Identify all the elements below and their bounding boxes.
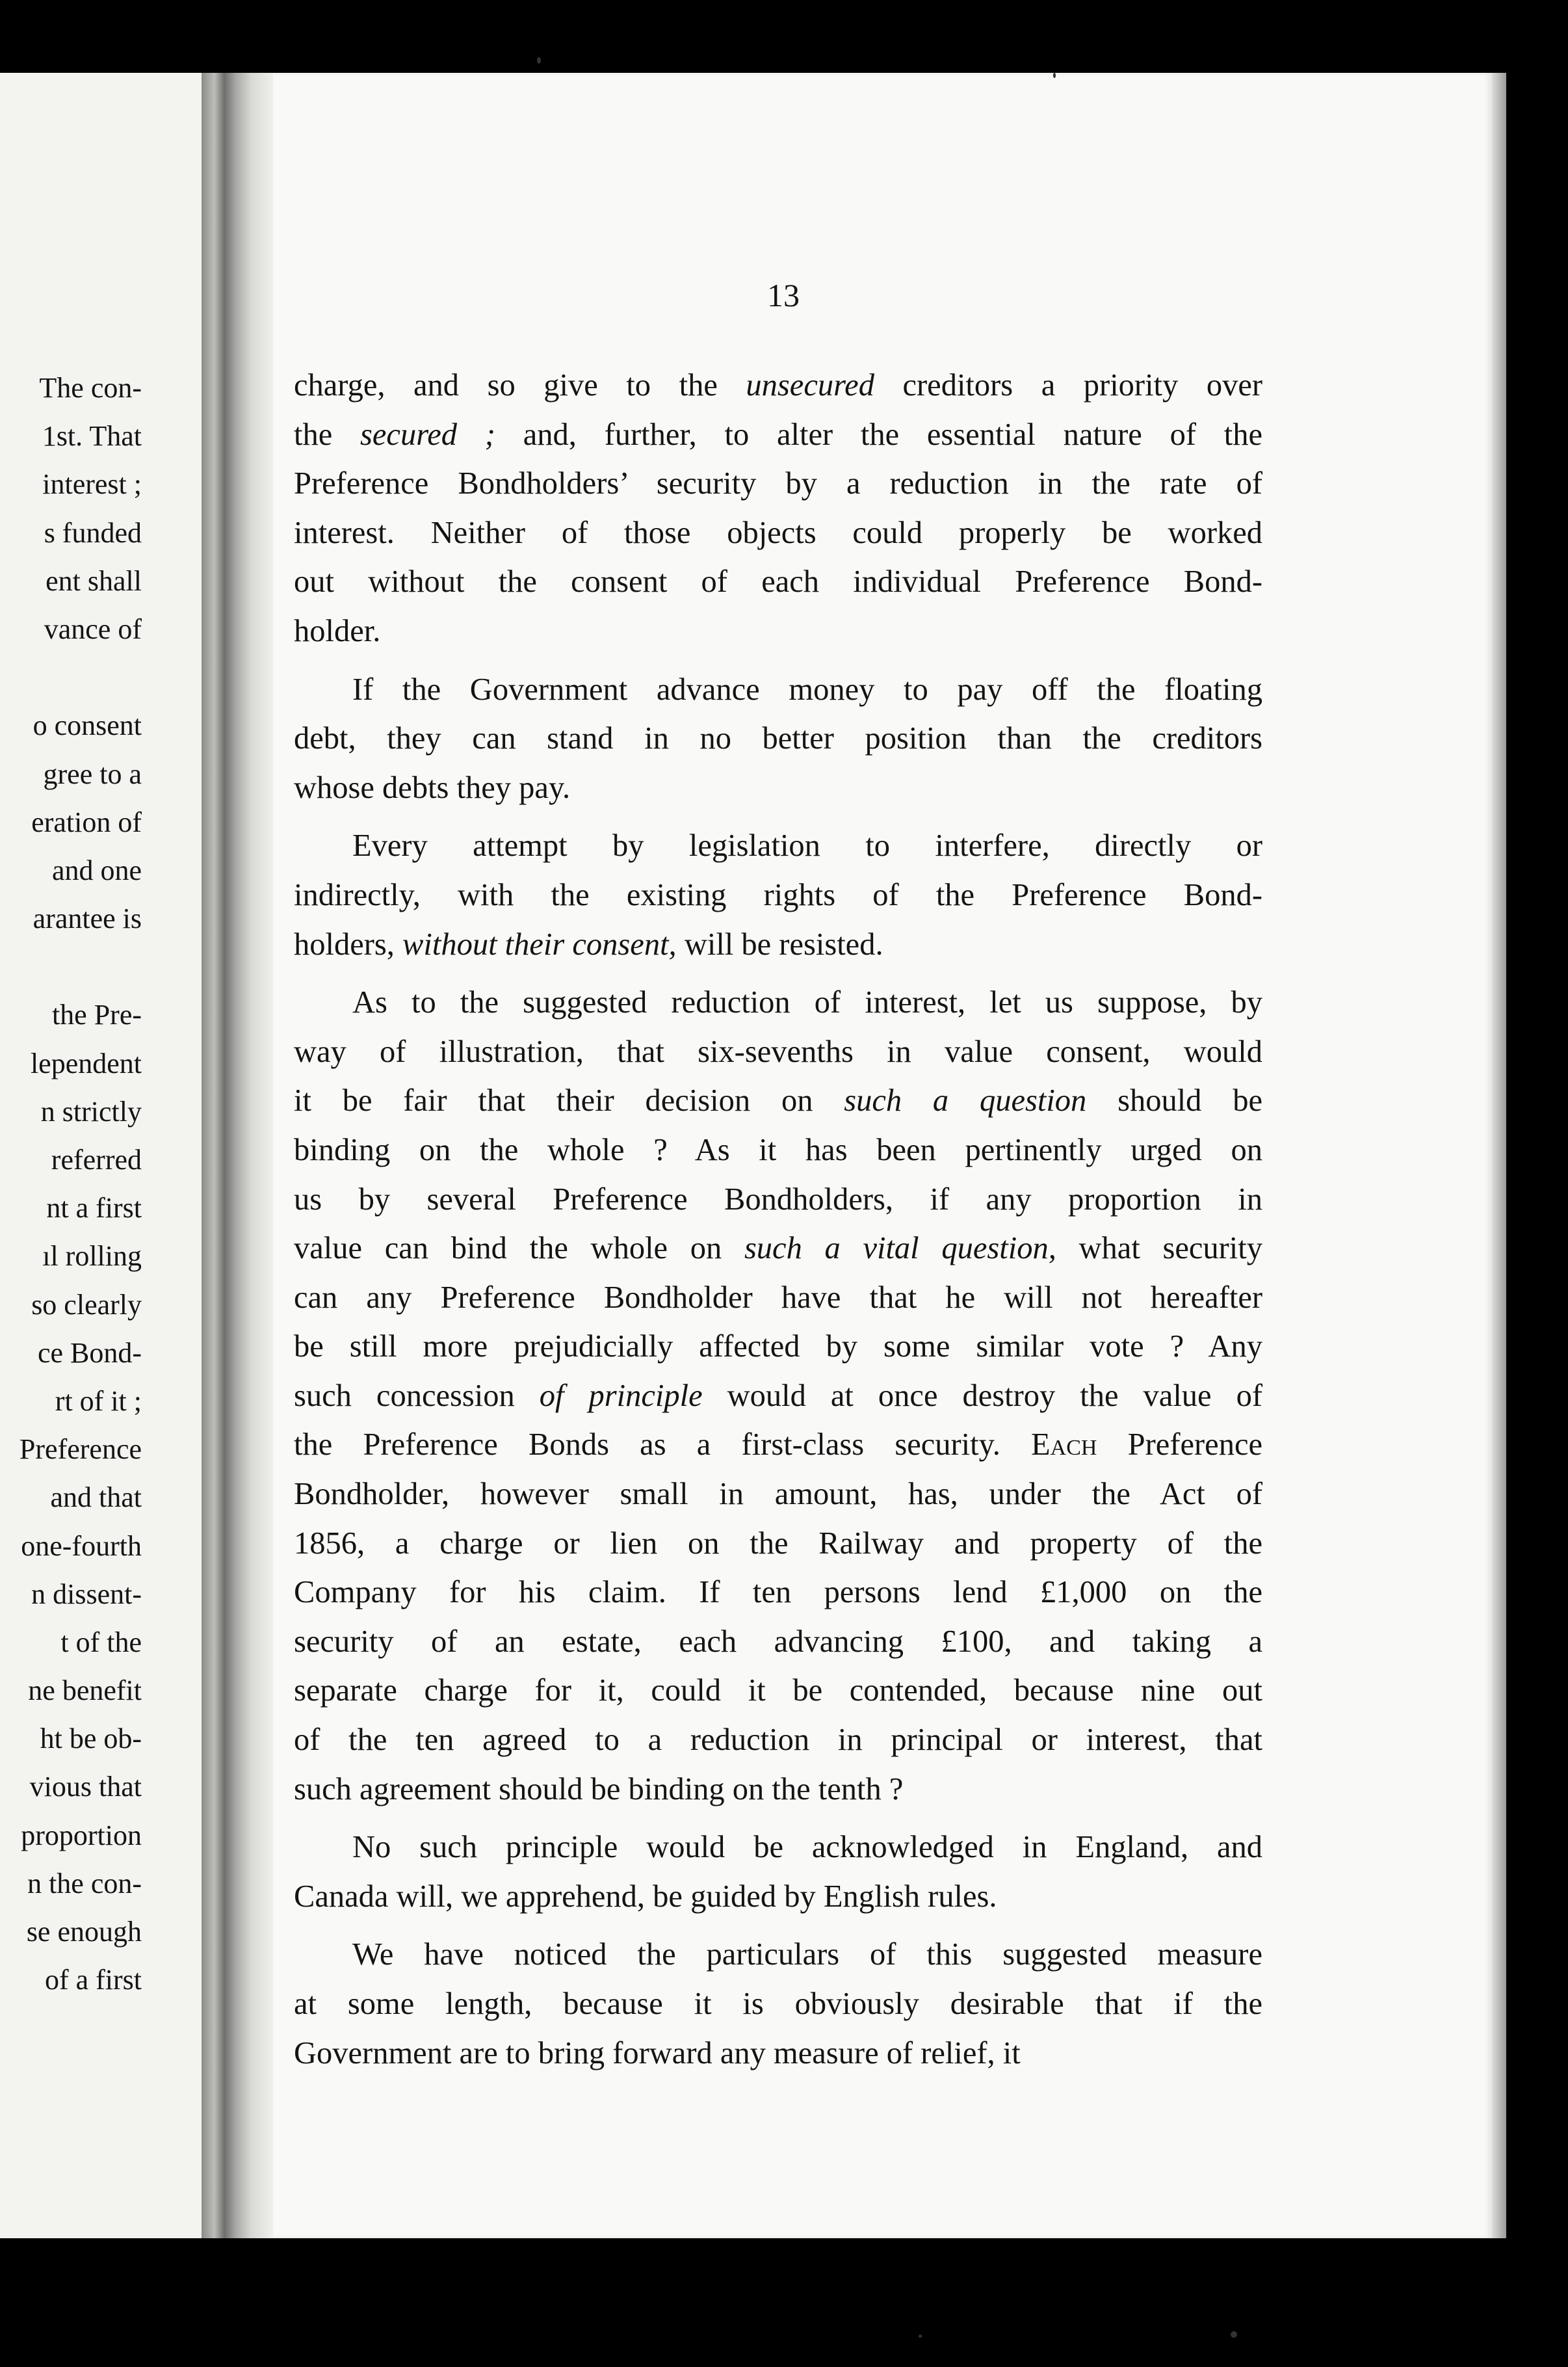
left-fragment-line: proportion [21,1819,142,1851]
left-fragment-line: ent shall [46,564,142,597]
text-line [294,1872,1262,1922]
small-caps-run: Each [1031,1427,1097,1462]
text-line [294,665,1262,715]
text-line [294,978,1262,1027]
scan-speck [1231,2331,1237,2338]
text-run: should be [1086,1083,1262,1118]
text-run: what security [1056,1231,1262,1266]
text-line [294,410,1262,460]
italic-run: unsecured [746,368,874,403]
left-fragment-line: 1st. That [42,420,142,453]
text-run: Canada will, we apprehend, be guided by English rules. [294,1879,997,1914]
left-fragment-line: The con- [39,372,142,404]
left-fragment-line: eration of [31,806,142,838]
text-line [294,1126,1262,1175]
text-run: interest. Neither of those objects could properly be worked [294,515,1262,550]
text-run: debt, they can stand in no better position than the creditors [294,721,1262,756]
text-run: out without the consent of each individual Preference Bond- [294,564,1262,600]
left-fragment-line: of a first [44,1964,142,1996]
left-fragment-line: and that [50,1481,142,1514]
paragraph [294,821,1262,969]
left-fragment-line: rt of it ; [55,1384,142,1417]
left-fragment-line: se enough [26,1916,142,1948]
text-line [294,557,1262,607]
text-line [294,1979,1262,2029]
text-run: 1856, a charge or lien on the Railway and property of the [294,1526,1262,1561]
text-run: Government are to bring forward any measure of relief, it [294,2035,1021,2070]
text-run: separate charge for it, could it be contended, because nine out [294,1673,1262,1708]
left-fragment-line: o consent [33,709,142,742]
text-run: security of an estate, each advancing £100, and taking a [294,1624,1262,1659]
left-fragment-line: ne benefit [28,1674,142,1707]
text-line [294,1273,1262,1323]
left-fragment-line: t of the [60,1626,142,1658]
text-run: Preference Bondholders’ security by a reduction in the rate of [294,466,1262,501]
left-fragment-line: so clearly [31,1288,142,1321]
left-fragment-line: n strictly [40,1095,142,1128]
left-fragment-line [0,654,142,702]
left-fragment-line: n dissent- [31,1578,142,1610]
text-run: of the ten agreed to a reduction in principal or interest, that [294,1723,1262,1758]
text-run: the [294,417,361,452]
scan-speck [1053,73,1056,78]
text-line [294,1175,1262,1224]
text-run: If the Government advance money to pay off the floating [352,672,1262,707]
text-line [294,459,1262,509]
text-line [294,1470,1262,1519]
text-run: creditors a priority over [874,368,1263,403]
text-run: at some length, because it is obviously desirable that if the [294,1987,1262,2021]
text-line [294,1568,1262,1617]
text-run: charge, and so give to the [294,368,746,403]
text-line [294,2029,1262,2078]
paragraph-gap [294,969,1262,978]
text-line [294,1823,1262,1872]
text-line [294,1666,1262,1715]
paragraph [294,1930,1262,2078]
left-fragment-line: ıl rolling [42,1240,142,1273]
text-run: value can bind the whole on [294,1231,744,1266]
left-page-fragment [0,73,202,2238]
text-run: the Preference Bonds as a first-class security. [294,1427,1032,1462]
text-line [294,1322,1262,1371]
left-fragment-line: ht be ob- [40,1723,142,1755]
text-line [294,1076,1262,1126]
left-fragment-line: ce Bond- [37,1336,142,1369]
text-run: will be resisted. [676,927,883,962]
text-line [294,821,1262,871]
left-fragment-line: s funded [44,516,142,549]
left-fragment-line: Preference [19,1433,142,1466]
text-run: indirectly, with the existing rights of the Preference Bond- [294,877,1262,912]
text-run: binding on the whole ? As it has been pertinently urged on [294,1132,1262,1167]
page-number: 13 [767,277,800,313]
page-edge [1492,73,1506,2238]
paragraph [294,361,1262,656]
left-fragment-line: vious that [29,1771,142,1803]
left-fragment-line: referred [51,1144,142,1176]
text-run: it be fair that their decision on [294,1083,844,1118]
left-fragment-line: the Pre- [51,999,142,1031]
italic-run: of principle [539,1378,703,1413]
text-line [294,509,1262,558]
text-line [294,714,1262,763]
paragraph [294,978,1262,1814]
text-line [294,607,1262,656]
italic-run: such a vital question, [744,1231,1056,1266]
text-run: way of illustration, that six-sevenths in value consent, would [294,1034,1262,1069]
text-run: holders, [294,927,403,962]
left-fragment-line: vance of [44,613,142,645]
text-line [294,1027,1262,1077]
text-run: As to the suggested reduction of interest, let us suppose, by [352,985,1262,1020]
paragraph-gap [294,1921,1262,1930]
text-run: Every attempt by legislation to interfere, directly or [352,828,1262,864]
page-body-text [294,361,1262,2078]
left-fragment-line [0,943,142,991]
left-fragment-line: nt a first [46,1192,142,1224]
italic-run: without their consent, [402,927,677,962]
text-run: such agreement should be binding on the tenth ? [294,1771,904,1806]
italic-run: secured ; [360,417,495,452]
text-run: such concession [294,1378,540,1413]
text-line [294,1617,1262,1667]
left-fragment-line: arantee is [33,903,142,935]
left-fragment-line: n the con- [27,1867,142,1899]
text-run: Bondholder, however small in amount, has, under the Act of [294,1477,1262,1512]
text-run: be still more prejudicially affected by some similar vote ? Any [294,1329,1262,1364]
text-line [294,1371,1262,1421]
text-line [294,1765,1262,1814]
text-run: Company for his claim. If ten persons lend £1,000 on the [294,1575,1262,1610]
left-fragment-line: lependent [30,1047,142,1079]
left-fragment-line: one-fourth [21,1529,142,1562]
text-run: can any Preference Bondholder have that he will not hereafter [294,1280,1262,1315]
text-line [294,871,1262,920]
text-run: and, further, to alter the essential nature of the [495,417,1262,452]
text-line [294,763,1262,813]
paragraph [294,665,1262,813]
italic-run: such a question [844,1083,1087,1118]
text-run: No such principle would be acknowledged in England, and [352,1830,1262,1865]
left-fragment-line: gree to a [43,758,142,790]
text-line [294,920,1262,970]
text-run: We have noticed the particulars of this suggested measure [352,1937,1262,1972]
text-line [294,1715,1262,1765]
text-line [294,1519,1262,1568]
scan-speck [919,2334,922,2338]
scan-speck [537,57,541,64]
text-run: whose debts they pay. [294,770,571,805]
paragraph [294,1823,1262,1921]
paragraph-gap [294,656,1262,665]
text-run: holder. [294,613,381,648]
text-line [294,1224,1262,1273]
left-fragment-line: interest ; [42,468,142,501]
paragraph-gap [294,1814,1262,1823]
book-gutter [202,73,273,2238]
text-run: would at once destroy the value of [702,1378,1263,1413]
paragraph-gap [294,812,1262,821]
left-fragment-line: and one [51,854,142,886]
left-page-text [0,364,142,2004]
text-line [294,1930,1262,1979]
text-run: Preference [1097,1427,1262,1462]
text-run: us by several Preference Bondholders, if any proportion in [294,1182,1262,1217]
text-line [294,1420,1262,1470]
text-line [294,361,1262,410]
